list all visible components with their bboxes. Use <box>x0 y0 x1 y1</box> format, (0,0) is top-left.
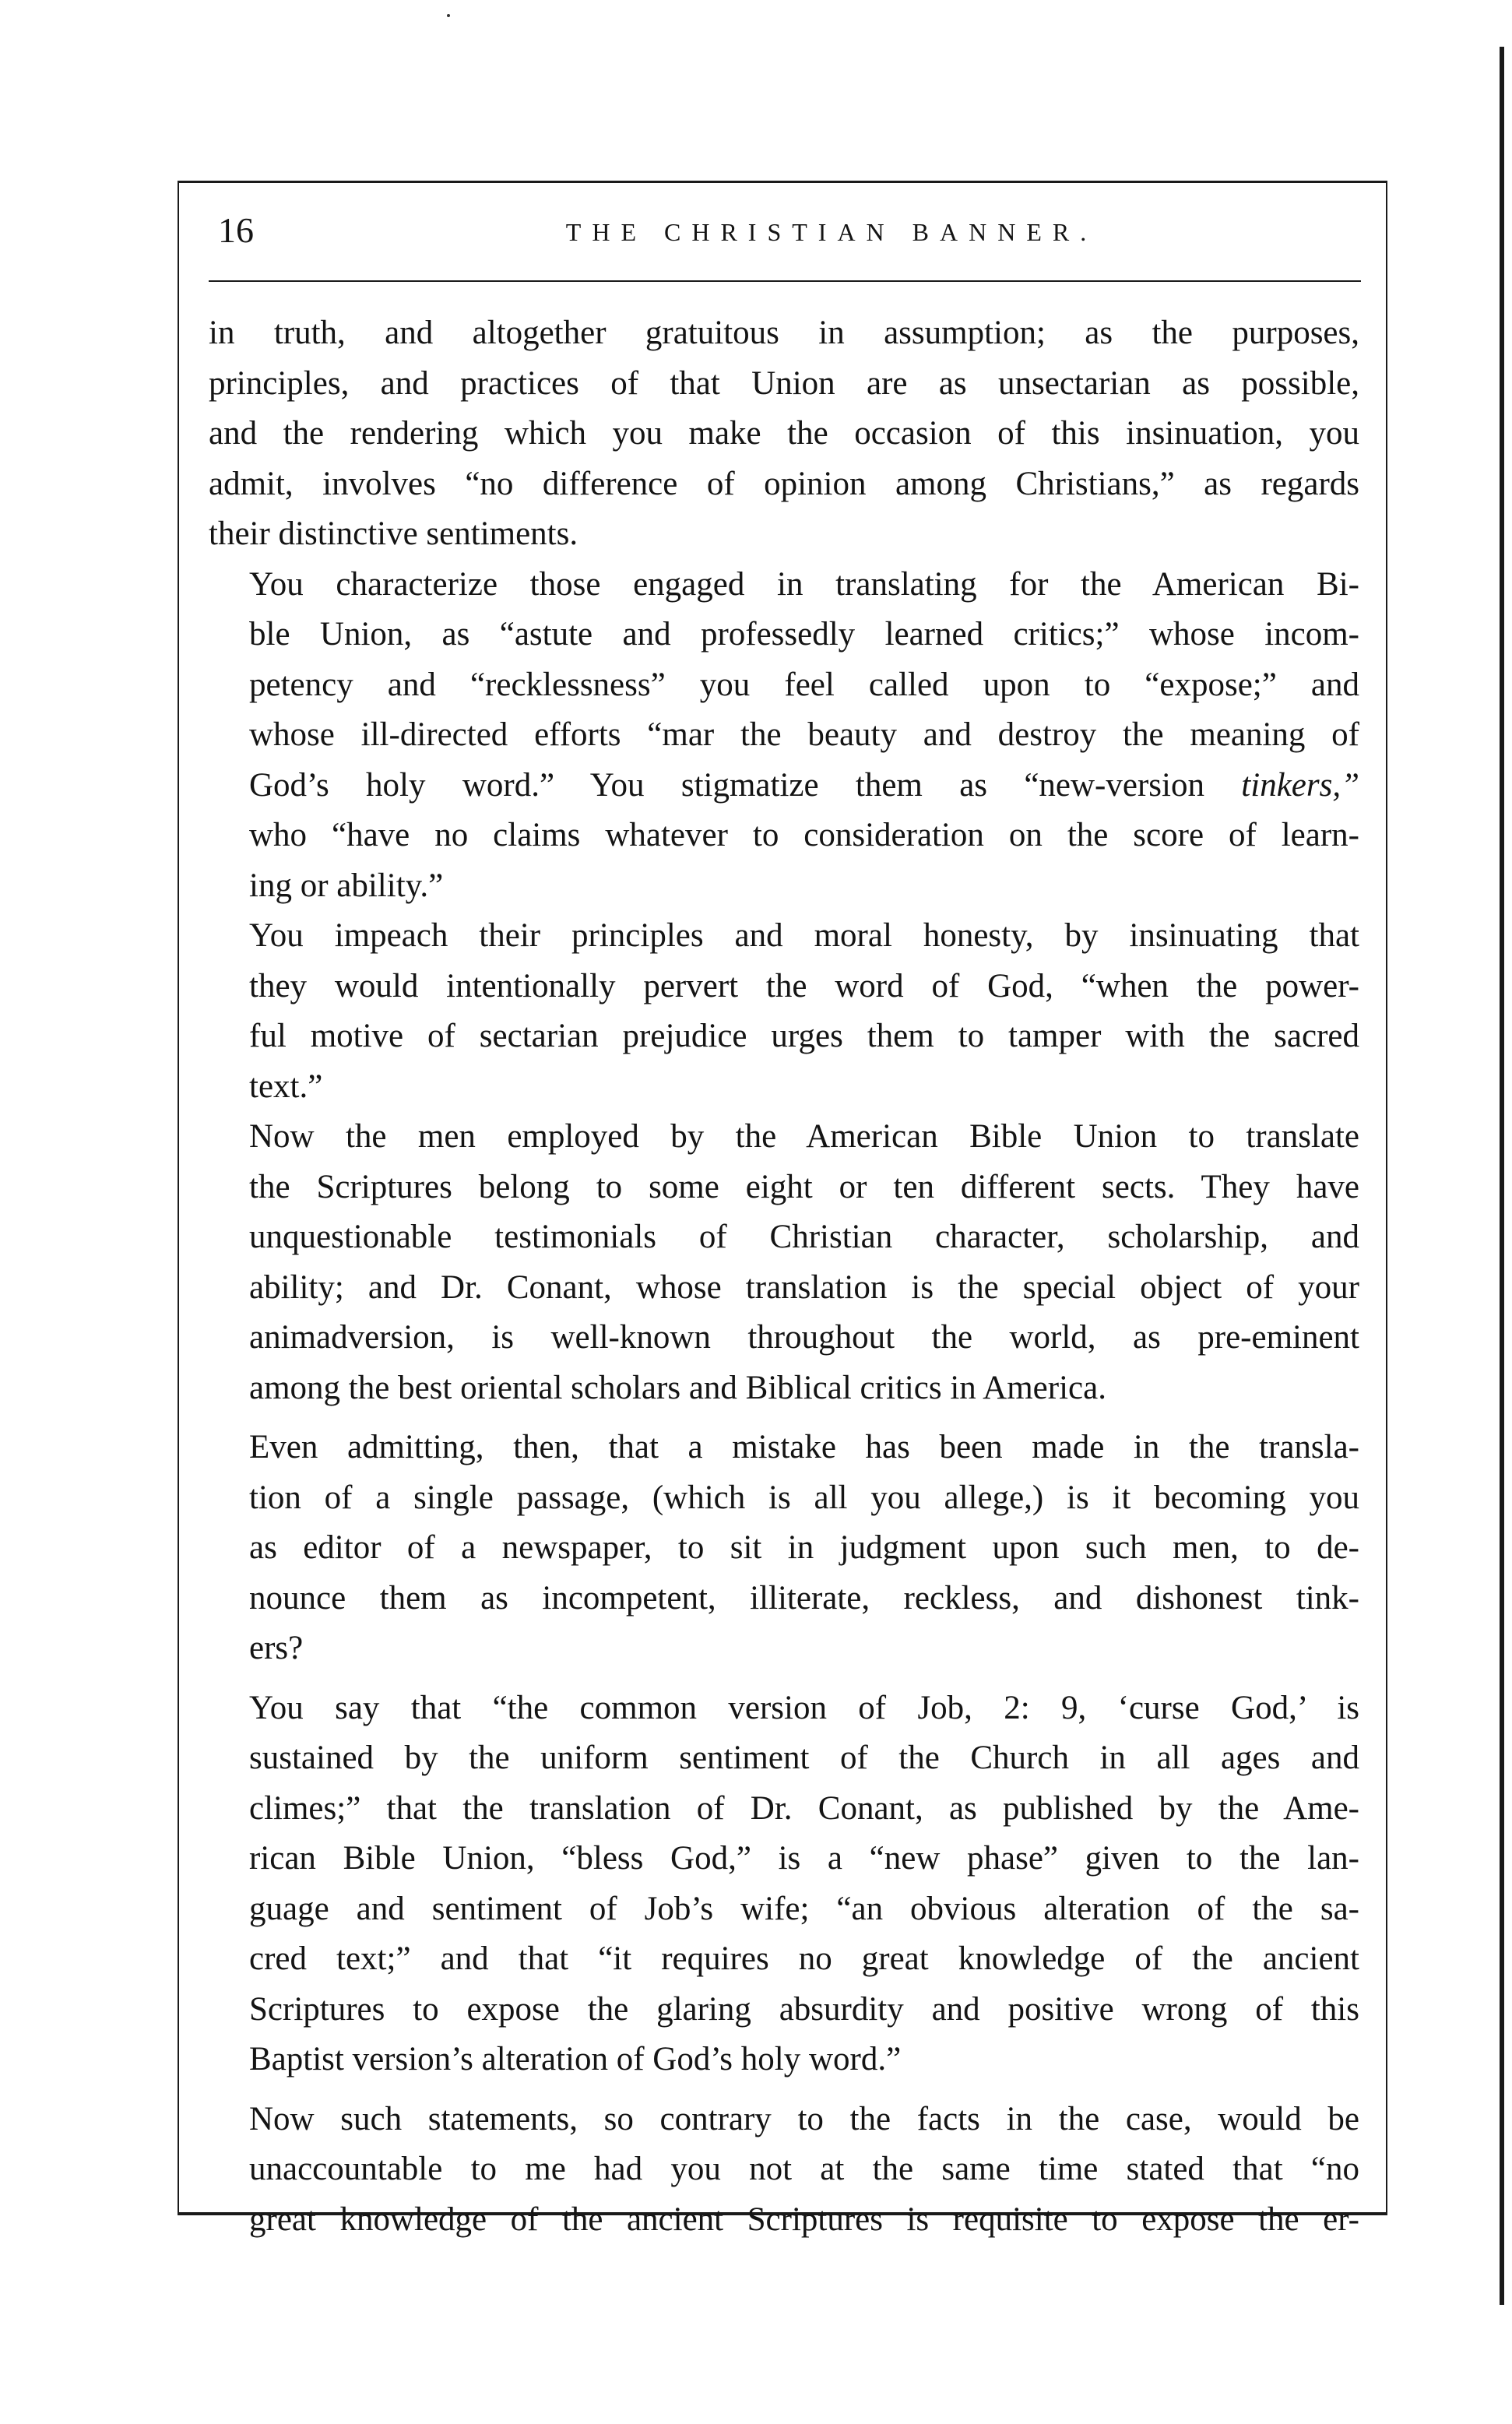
text-line: who “have no claims whatever to consideration on the score of learn- <box>249 817 1359 853</box>
page-header <box>209 207 1361 254</box>
text-line: ers? <box>249 1630 304 1666</box>
text-line: in truth, and altogether gratuitous in assumption; as the purposes, <box>209 315 1359 351</box>
paragraph-7 <box>209 2095 1359 2246</box>
text-line: Now the men employed by the American Bible Union to translate <box>249 1118 1359 1155</box>
text-line: animadversion, is well-known throughout the world, as pre-eminent <box>249 1319 1359 1356</box>
text-line: ble Union, as “astute and professedly learned critics;” whose incom- <box>249 616 1359 653</box>
text-line: Baptist version’s alteration of God’s holy word.” <box>249 2041 902 2077</box>
text-line: admit, involves “no difference of opinion among Christians,” as regards <box>209 465 1359 502</box>
text-line: text.” <box>249 1068 323 1105</box>
header-rule <box>209 280 1361 282</box>
text-line: ability; and Dr. Conant, whose translation is the special object of your <box>249 1268 1359 1306</box>
text-line-with-italic <box>209 761 1359 811</box>
page-number: 16 <box>218 210 254 250</box>
text-line: You characterize those engaged in translating for the American Bi- <box>249 565 1359 603</box>
body-text <box>209 308 1359 2245</box>
text-line: great knowledge of the ancient Scriptures is requisite to expose the er- <box>249 2201 1359 2238</box>
paragraph-6 <box>209 1683 1359 2085</box>
text-line: Even admitting, then, that a mistake has been made in the transla- <box>249 1429 1359 1465</box>
text-line: they would intentionally pervert the word of God, “when the power- <box>249 967 1359 1004</box>
text-line: sustained by the uniform sentiment of the Church in all ages and <box>249 1740 1359 1776</box>
text-line: unquestionable testimonials of Christian character, scholarship, and <box>249 1219 1359 1255</box>
text-line: unaccountable to me had you not at the same time stated that “no <box>249 2151 1359 2187</box>
text-line: You say that “the common version of Job, 2: 9, ‘curse God,’ is <box>249 1689 1359 1726</box>
text-line: Scriptures to expose the glaring absurdity and positive wrong of this <box>249 1990 1359 2028</box>
text-line: ful motive of sectarian prejudice urges them to tamper with the sacred <box>249 1018 1359 1054</box>
text-line: rican Bible Union, “bless God,” is a “new phase” given to the lan- <box>249 1840 1359 1877</box>
text-line: guage and sentiment of Job’s wife; “an obvious alteration of the sa- <box>249 1890 1359 1927</box>
text-line: cred text;” and that “it requires no great knowledge of the ancient <box>249 1940 1359 1977</box>
text-line: climes;” that the translation of Dr. Conant, as published by the Ame- <box>249 1789 1359 1827</box>
text-line: petency and “recklessness” you feel called upon to “expose;” and <box>249 666 1359 703</box>
text-line: as editor of a newspaper, to sit in judgment upon such men, to de- <box>249 1529 1359 1566</box>
text-segment: God’s holy word.” You stigmatize them as “new-version <box>249 766 1204 804</box>
text-line: Now such statements, so contrary to the facts in the case, would be <box>249 2100 1359 2137</box>
running-head: THE CHRISTIAN BANNER. <box>565 218 1098 246</box>
paragraph-1 <box>209 308 1359 560</box>
text-line: their distinctive sentiments. <box>209 515 578 552</box>
text-line: and the rendering which you make the occasion of this insinuation, you <box>209 415 1359 452</box>
page-edge-line <box>1500 47 1504 2305</box>
text-line: principles, and practices of that Union are as unsectarian as possible, <box>209 364 1359 402</box>
text-line: ing or ability.” <box>249 867 444 904</box>
italic-word: tinkers,” <box>1241 766 1359 804</box>
text-line: whose ill-directed efforts “mar the beauty and destroy the meaning of <box>249 716 1359 753</box>
text-line: tion of a single passage, (which is all you allege,) is it becoming you <box>249 1479 1359 1516</box>
paragraph-3 <box>209 911 1359 1112</box>
paragraph-2 <box>209 560 1359 912</box>
text-line: You impeach their principles and moral honesty, by insinuating that <box>249 917 1359 954</box>
print-speck <box>447 14 450 17</box>
paragraph-5 <box>209 1423 1359 1674</box>
text-line: the Scriptures belong to some eight or ten different sects. They have <box>249 1168 1359 1205</box>
paragraph-4 <box>209 1112 1359 1413</box>
text-line: nounce them as incompetent, illiterate, reckless, and dishonest tink- <box>249 1579 1359 1617</box>
text-line: among the best oriental scholars and Biblical critics in America. <box>249 1369 1106 1406</box>
